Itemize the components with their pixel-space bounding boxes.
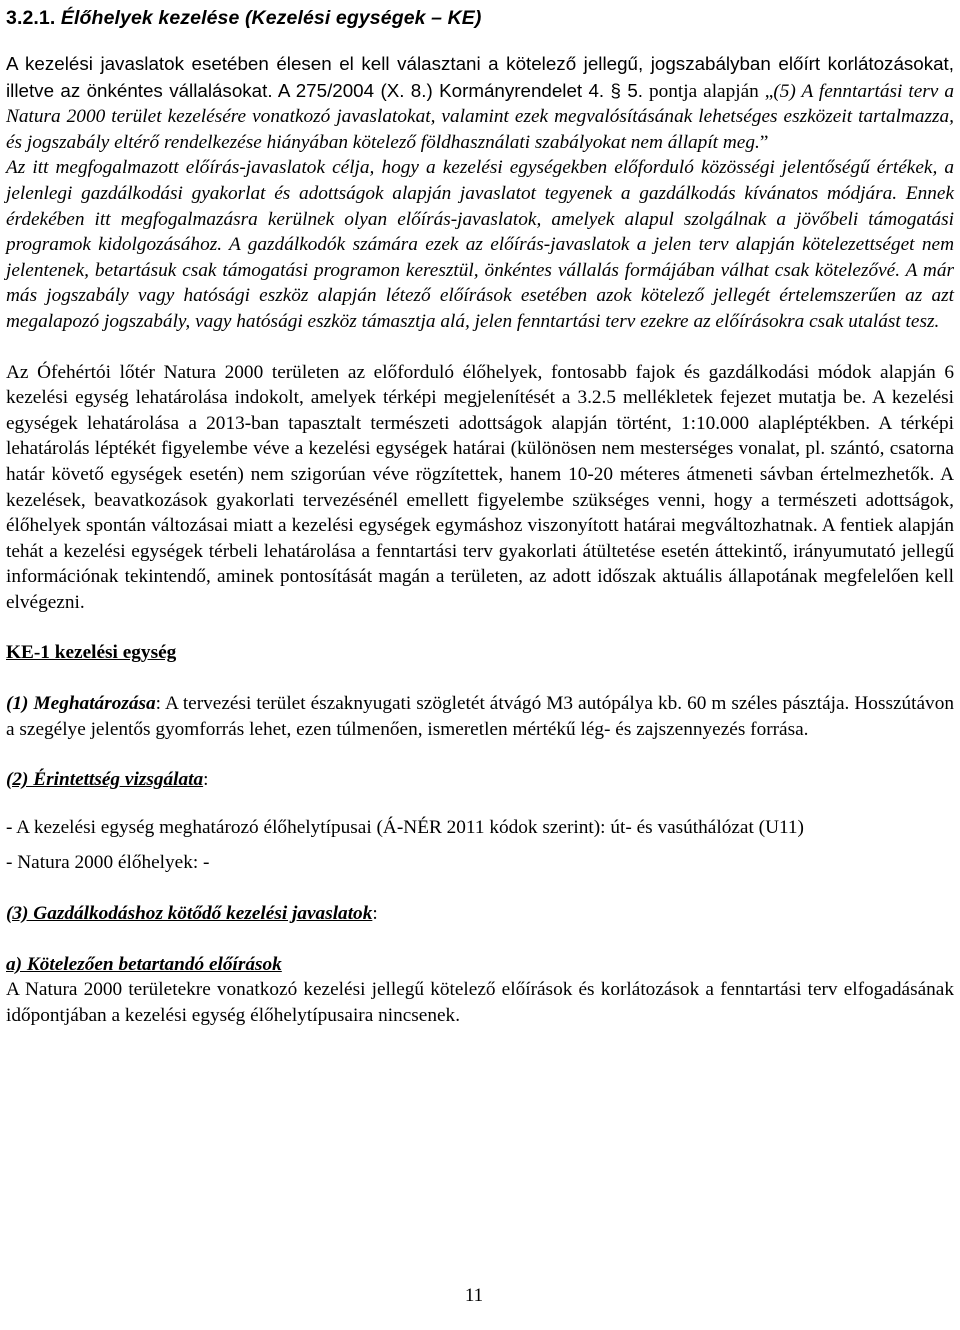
intro-italic-block: Az itt megfogalmazott előírás-javaslatok célja, hogy a kezelési egységekben előforduló közösségi jelentőségű értékek, a jelenlegi gazdálkodási gyakorlat és adottságok alapján javaslatot tegyenek a gazdálkodás kívánatos módjára. Ennek érdekében itt megfogalmazásra kerülnek olyan előírás-javaslatok, amelyek alapul szolgálnak a jövőbeli támogatási programok kidolgozásához. A gazdálkodók számára ezek az előírás-javaslatok a jelen terv alapján kötelezettséget nem jelentenek, betartásuk csak támogatási programon keresztül, önkéntes vállalás formájában válhat csak kötelezővé. A már más jogszabály vagy hatósági eszköz alapján létező előírások esetében azok kötelező jellegét értelemszerűen az azt megalapozó jogszabály, vagy hatósági eszköz támasztja alá, jelen fenntartási terv ezekre az előírásokra csak utalást tesz.	[6, 157, 954, 332]
ke1-item-2	[6, 767, 954, 793]
ke1-item-2-label: (2) Érintettség vizsgálata	[6, 769, 204, 791]
intro-quote: (5) A fenntartási terv a Natura 2000 terület kezelésére vonatkozó javaslatokat, valamint ezek megvalósításának lehetséges eszközeit tartalmazza, és jogszabály eltérő rendelkezése hiányában kötelező földhasználati szabályokat nem állapít meg.	[6, 80, 954, 153]
ke1-title: KE-1 kezelési egység	[6, 642, 177, 664]
body-paragraph: Az Ófehértói lőtér Natura 2000 területen az előforduló élőhelyek, fontosabb fajok és gazdálkodási módok alapján 6 kezelési egység lehatárolása indokolt, amelyek térképi megjelenítését a 3.2.5 mellékletek fejezet mutatja be. A kezelési egységek lehatárolása a 2013-ban tapasztalt természeti adottságok alapján történt, 1:10.000 alapléptékben. A térképi lehatárolás léptékét figyelembe véve a kezelési egységek határai (különösen nem mesterséges vonalat, pl. szántó, csatorna határ követő egységek esetén) nem szigorúan véve rögzítettek, hanem 10-20 méteres átmeneti sávban értelmezhetők. A kezelések, beavatkozások gyakorlati tervezésénél emellett figyelembe szükséges venni, hogy a természeti adottságok, élőhelyek spontán változásai miatt a kezelési egységek egymáshoz viszonyított határai megváltozhatnak. A fentiek alapján tehát a kezelési egységek térbeli lehatárolása a fenntartási terv gyakorlati átültetése esetén áttekintő, irányumutató jellegű információnak tekintendő, aminek pontosítását magán a területen, az adott időszak aktuális állapotának megfelelően kell elvégezni.	[6, 361, 954, 613]
intro-serif-text: pontja alapján „	[643, 80, 774, 102]
ke1-item-2-colon: :	[203, 769, 209, 791]
ke1-item-3	[6, 901, 954, 927]
ke1-item-1-text: : A tervezési terület északnyugati szögletét átvágó M3 autópálya kb. 60 m széles pásztája. Hosszútávon a szegélye jelentős gyomforrás lehet, ezen túlmenően, ismeretlen mértékű lég- és zajszennyezés forrása.	[6, 693, 954, 740]
section-title: Élőhelyek kezelése (Kezelési egységek – KE)	[60, 7, 482, 29]
ke1-item-1	[6, 691, 954, 742]
ke1-natura-line: - Natura 2000 élőhelyek: -	[6, 852, 210, 874]
ke1-sub-a-text: A Natura 2000 területekre vonatkozó kezelési jellegű kötelező előírások és korlátozások a fenntartási terv elfogadásának időpontjában a kezelési egység élőhelytípusaira nincsenek.	[6, 979, 954, 1026]
page-number: 11	[464, 1285, 484, 1306]
section-number: 3.2.1.	[6, 7, 56, 29]
ke1-habitat-line: - A kezelési egység meghatározó élőhelytípusai (Á-NÉR 2011 kódok szerint): út- és vasúthálózat (U11)	[6, 816, 804, 838]
document-page	[6, 0, 954, 1028]
ke1-item-3-label: (3) Gazdálkodáshoz kötődő kezelési javaslatok	[6, 903, 373, 925]
intro-quote-close: ”	[759, 131, 769, 153]
intro-sans-text: A kezelési javaslatok esetében élesen el kell választani a kötelező jellegű, jogszabályban előírt korlátozásokat, illetve az önkéntes vállalásokat. A 275/2004 (X. 8.) Kormányrendelet 4. § 5.	[6, 53, 954, 101]
intro-paragraph	[6, 51, 954, 155]
ke1-item-3-colon: :	[372, 903, 378, 925]
ke1-item-1-label: (1) Meghatározása	[6, 693, 156, 715]
ke1-sub-a-title: a) Kötelezően betartandó előírások	[6, 953, 282, 975]
section-heading	[6, 6, 954, 31]
